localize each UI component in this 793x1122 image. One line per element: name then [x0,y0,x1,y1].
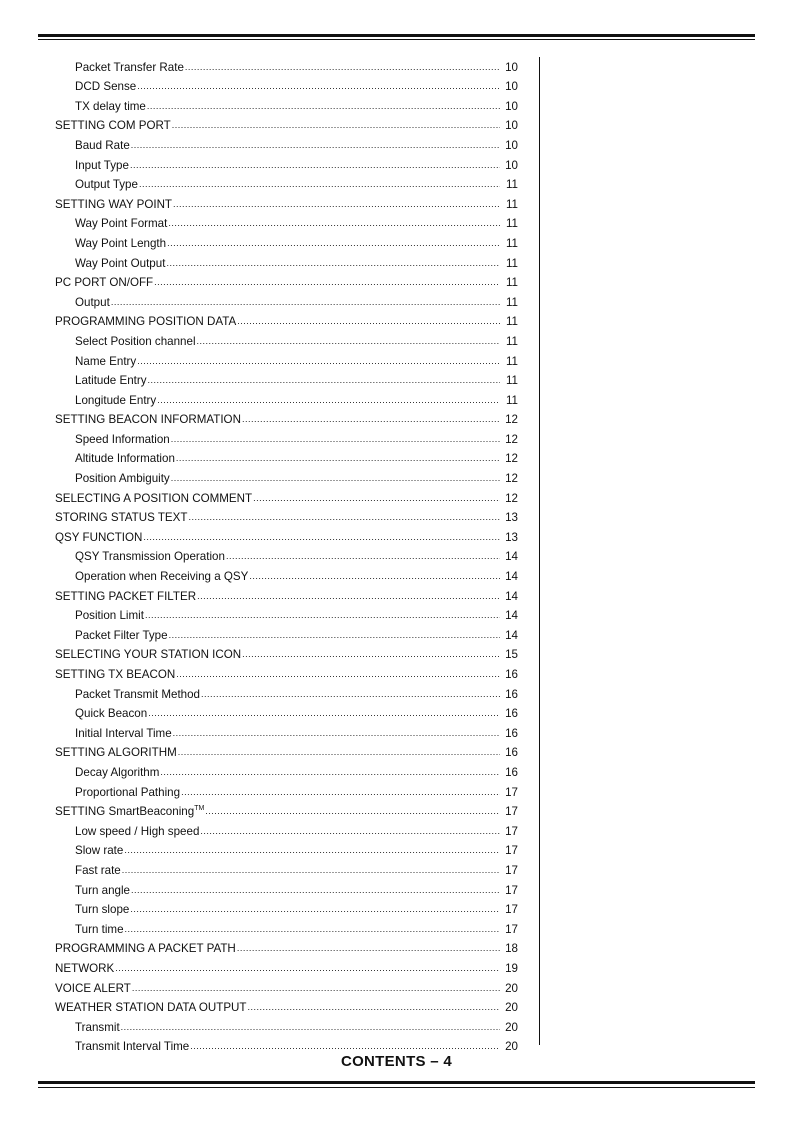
toc-entry[interactable] [55,113,518,133]
toc-entry-title: TX delay time [75,99,146,113]
dot-leader [201,689,500,700]
toc-entry[interactable] [55,975,518,995]
toc-subentry[interactable] [55,759,518,779]
toc-entry-title: STORING STATUS TEXT [55,511,188,525]
toc-page-number: 14 [505,628,518,642]
dot-leader [181,787,500,798]
top-rule-thin [38,39,755,40]
toc-entry-title: Way Point Length [75,236,167,250]
toc-page-number: 14 [505,589,518,603]
dot-leader [111,297,500,308]
toc-entry-title: Operation when Receiving a QSY [75,570,249,584]
dot-leader [124,845,500,856]
toc-subentry[interactable] [55,74,518,94]
toc-page-number: 16 [505,765,518,779]
dot-leader [190,1041,500,1052]
toc-page-number: 10 [505,60,518,74]
toc-page-number: 11 [505,256,518,270]
toc-subentry[interactable] [55,681,518,701]
toc-page-number: 12 [505,432,518,446]
page-footer: CONTENTS – 4 [340,1053,453,1070]
toc-page-number: 20 [505,981,518,995]
toc-page-number: 11 [505,354,518,368]
toc-subentry[interactable] [55,250,518,270]
toc-subentry[interactable] [55,897,518,917]
toc-subentry[interactable] [55,877,518,897]
toc-page-number: 10 [505,138,518,152]
toc-entry[interactable] [55,936,518,956]
dot-leader [248,1002,500,1013]
toc-entry-title: Low speed / High speed [75,824,200,838]
toc-page-number: 20 [505,1020,518,1034]
dot-leader [171,434,500,445]
toc-subentry[interactable] [55,152,518,172]
toc-entry-title: Way Point Output [75,256,166,270]
dot-leader [197,336,500,347]
toc-subentry[interactable] [55,465,518,485]
toc-page-number: 11 [505,236,518,250]
dot-leader [130,160,500,171]
dot-leader [115,963,500,974]
toc-page-number: 17 [505,922,518,936]
toc-entry[interactable] [55,270,518,290]
bottom-rule-thick [38,1081,755,1084]
toc-page-number: 11 [505,374,518,388]
toc-entry-title: Altitude Information [75,452,175,466]
toc-entry-title: SELECTING A POSITION COMMENT [55,491,253,505]
toc-entry-title: PROGRAMMING A PACKET PATH [55,942,236,956]
toc-entry-title: Packet Filter Type [75,628,168,642]
toc-subentry[interactable] [55,211,518,231]
toc-entry[interactable] [55,995,518,1015]
toc-entry-title: QSY FUNCTION [55,530,143,544]
dot-leader [132,983,500,994]
toc-entry-title: SETTING SmartBeaconing™ [55,805,205,819]
toc-subentry[interactable] [55,54,518,74]
dot-leader [178,747,500,758]
toc-subentry[interactable] [55,368,518,388]
toc-subentry[interactable] [55,563,518,583]
dot-leader [145,610,500,621]
toc-page-number: 11 [505,393,518,407]
dot-leader [166,258,500,269]
toc-entry-title: SETTING COM PORT [55,119,171,133]
toc-entry[interactable] [55,309,518,329]
dot-leader [148,375,500,386]
dot-leader [242,649,500,660]
toc-entry-title: Output [75,295,110,309]
column-divider [539,57,540,1045]
toc-entry-title: Decay Algorithm [75,765,160,779]
toc-subentry[interactable] [55,622,518,642]
toc-page-number: 16 [505,687,518,701]
dot-leader [168,218,500,229]
dot-leader [173,199,500,210]
toc-page-number: 17 [505,824,518,838]
dot-leader [154,277,500,288]
toc-entry-title: Initial Interval Time [75,726,172,740]
toc-page-number: 18 [505,942,518,956]
toc-page-number: 17 [505,805,518,819]
toc-page-number: 13 [505,511,518,525]
toc-subentry[interactable] [55,426,518,446]
toc-page-number: 10 [505,119,518,133]
toc-entry-title: Transmit Interval Time [75,1040,190,1054]
toc-entry[interactable] [55,955,518,975]
toc-subentry[interactable] [55,544,518,564]
dot-leader [169,630,500,641]
toc-page-number: 14 [505,570,518,584]
dot-leader [172,120,500,131]
toc-entry-title: QSY Transmission Operation [75,550,225,564]
toc-entry-title: Turn time [75,922,124,936]
dot-leader [131,885,500,896]
toc-entry-title: Proportional Pathing [75,785,181,799]
toc-entry[interactable] [55,407,518,427]
bottom-rule-thin [38,1087,755,1088]
dot-leader [167,238,500,249]
dot-leader [249,571,500,582]
toc-subentry[interactable] [55,328,518,348]
toc-page-number: 11 [505,178,518,192]
toc-entry[interactable] [55,740,518,760]
toc-subentry[interactable] [55,289,518,309]
toc-page-number: 16 [505,726,518,740]
toc-page-number: 12 [505,472,518,486]
dot-leader [197,591,500,602]
dot-leader [200,826,500,837]
toc-entry-title: PC PORT ON/OFF [55,276,154,290]
dot-leader [237,943,500,954]
toc-subentry[interactable] [55,1014,518,1034]
toc-page-number: 11 [505,295,518,309]
toc-entry-title: NETWORK [55,961,115,975]
toc-subentry[interactable] [55,838,518,858]
toc-entry-title: Turn slope [75,903,130,917]
toc-entry-title: SETTING PACKET FILTER [55,589,197,603]
toc-subentry[interactable] [55,779,518,799]
toc-subentry[interactable] [55,93,518,113]
toc-entry-title: Position Limit [75,609,144,623]
toc-page-number: 14 [505,550,518,564]
toc-entry-title: Input Type [75,158,129,172]
dot-leader [188,512,500,523]
toc-page-number: 16 [505,707,518,721]
toc-entry-title: Select Position channel [75,334,196,348]
toc-entry-title: Longitude Entry [75,393,157,407]
dot-leader [160,767,500,778]
toc-entry-title: Transmit [75,1020,120,1034]
toc-page-number: 10 [505,80,518,94]
toc-page-number: 16 [505,746,518,760]
toc-entry-title: Baud Rate [75,138,130,152]
toc-entry-title: VOICE ALERT [55,981,131,995]
toc-page-number: 11 [505,276,518,290]
dot-leader [125,924,500,935]
toc-page-number: 14 [505,609,518,623]
toc-page-number: 11 [505,315,518,329]
toc-page-number: 20 [505,1040,518,1054]
table-of-contents [55,54,518,1053]
dot-leader [173,728,500,739]
dot-leader [139,179,500,190]
toc-entry-title: Quick Beacon [75,707,148,721]
toc-entry[interactable] [55,799,518,819]
toc-subentry[interactable] [55,701,518,721]
toc-page-number: 16 [505,668,518,681]
dot-leader [157,395,500,406]
toc-entry-title: DCD Sense [75,80,137,94]
toc-entry[interactable] [55,524,518,544]
toc-page-number: 12 [505,413,518,427]
dot-leader [253,493,500,504]
dot-leader [137,356,500,367]
dot-leader [148,708,500,719]
dot-leader [137,81,500,92]
toc-subentry[interactable] [55,603,518,623]
toc-subentry[interactable] [55,387,518,407]
toc-entry-title: Way Point Format [75,217,168,231]
dot-leader [176,669,500,680]
dot-leader [143,532,500,543]
dot-leader [122,865,500,876]
toc-subentry[interactable] [55,916,518,936]
dot-leader [226,551,500,562]
toc-subentry[interactable] [55,172,518,192]
toc-page-number: 11 [505,217,518,231]
dot-leader [131,140,500,151]
toc-subentry[interactable] [55,720,518,740]
dot-leader [237,316,500,327]
toc-subentry[interactable] [55,446,518,466]
toc-page-number: 17 [505,844,518,858]
toc-entry-title: PROGRAMMING POSITION DATA [55,315,237,329]
toc-subentry[interactable] [55,1034,518,1054]
toc-entry[interactable] [55,485,518,505]
toc-page-number: 15 [505,648,518,662]
toc-page-number: 10 [505,158,518,172]
toc-page-number: 11 [505,197,518,211]
toc-entry-title: Name Entry [75,354,137,368]
top-rule-thick [38,34,755,37]
toc-page-number: 10 [505,99,518,113]
dot-leader [185,62,500,73]
dot-leader [171,473,500,484]
toc-page-number: 17 [505,785,518,799]
dot-leader [147,101,500,112]
toc-entry-title: Slow rate [75,844,124,858]
toc-entry[interactable] [55,191,518,211]
toc-entry-title: Fast rate [75,863,121,877]
toc-page-number: 11 [505,334,518,348]
dot-leader [176,453,500,464]
toc-entry-title: Packet Transmit Method [75,687,201,701]
toc-subentry[interactable] [55,230,518,250]
toc-entry-title: SETTING WAY POINT [55,197,173,211]
toc-page-number: 19 [505,961,518,975]
toc-page-number: 12 [505,491,518,505]
toc-page-number: 17 [505,883,518,897]
toc-subentry[interactable] [55,857,518,877]
toc-entry-title: SELECTING YOUR STATION ICON [55,648,242,662]
toc-entry-title: SETTING BEACON INFORMATION [55,413,241,427]
dot-leader [121,1022,500,1033]
toc-page-number: 20 [505,1001,518,1015]
dot-leader [130,904,500,915]
toc-entry-title: Position Ambiguity [75,472,170,486]
dot-leader [205,806,500,817]
toc-subentry[interactable] [55,818,518,838]
toc-entry-title: Speed Information [75,432,170,446]
toc-subentry[interactable] [55,132,518,152]
toc-page-number: 13 [505,530,518,544]
dot-leader [242,414,500,425]
toc-entry[interactable] [55,505,518,525]
toc-subentry[interactable] [55,348,518,368]
trademark-mark: TM [194,805,205,813]
toc-entry-title: Packet Transfer Rate [75,60,184,74]
toc-page-number: 12 [505,452,518,466]
toc-page-number: 17 [505,863,518,877]
toc-page-number: 17 [505,903,518,917]
toc-entry-title: Latitude Entry [75,374,147,388]
toc-entry[interactable] [55,583,518,603]
toc-entry[interactable] [55,661,518,681]
toc-entry-title: SETTING TX BEACON [55,668,176,681]
toc-entry-title: SETTING ALGORITHM [55,746,177,760]
toc-entry-title: Output Type [75,178,138,192]
toc-entry-title: WEATHER STATION DATA OUTPUT [55,1001,247,1015]
toc-entry-title: Turn angle [75,883,130,897]
toc-entry[interactable] [55,642,518,662]
